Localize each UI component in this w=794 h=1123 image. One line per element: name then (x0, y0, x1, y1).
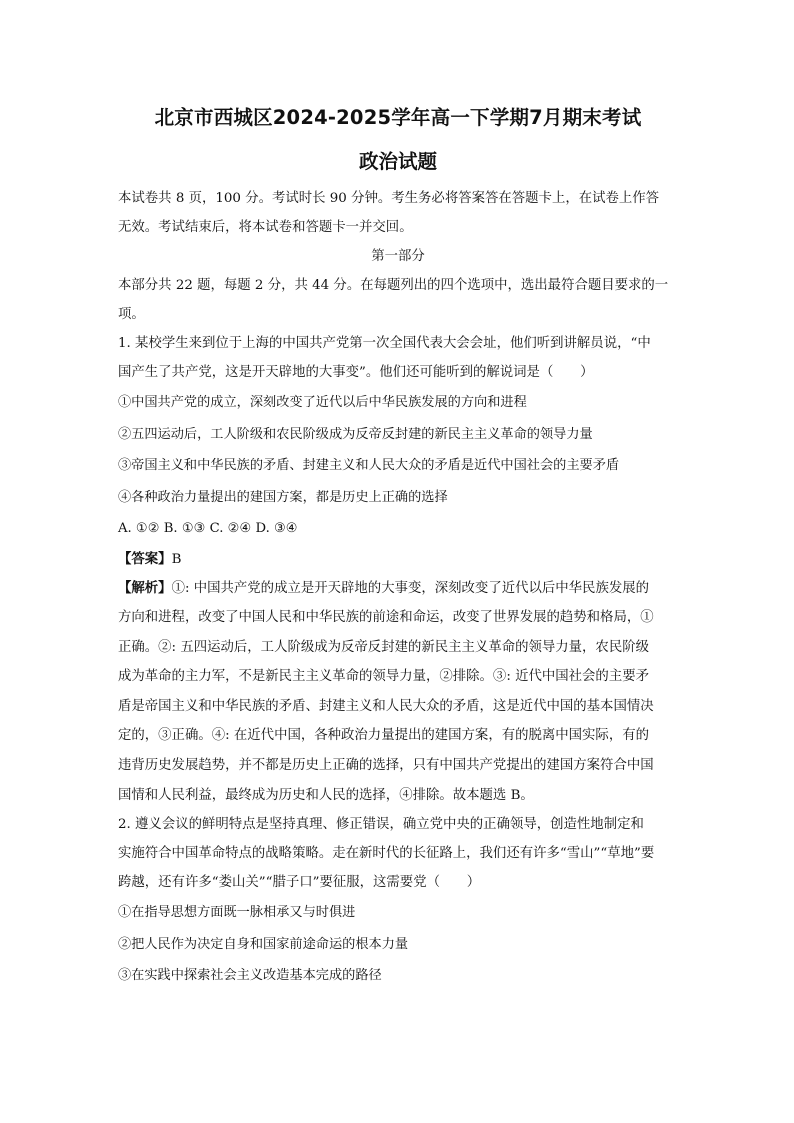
analysis-line: 国情和人民利益，最终成为历史和人民的选择，④排除。故本题选 B。 (118, 787, 534, 803)
q2-item: ③在实践中探索社会主义改造基本完成的路径 (118, 968, 382, 984)
q2-item: ①在指导思想方面既一脉相承又与时俱进 (118, 905, 356, 921)
analysis-line: 盾是帝国主义和中华民族的矛盾、封建主义和人民大众的矛盾，这是近代中国的基本国情决 (118, 698, 654, 714)
analysis-line: 成为革命的主力军，不是新民主主义革命的领导力量，②排除。③: 近代中国社会的主要矛 (118, 669, 649, 685)
q1-stem-line-2: 国产生了共产党，这是开天辟地的大事变”。他们还可能听到的解说词是（ ） (118, 365, 594, 380)
q2-stem-line-2: 实施符合中国革命特点的战略策略。走在新时代的长征路上，我们还有许多“雪山”“草地”要 (118, 846, 655, 862)
analysis-line: 定的，③正确。④: 在近代中国，各种政治力量提出的建国方案，有的脱离中国实际，有的 (118, 728, 649, 744)
q2-stem-line-3: 跨越，还有许多“娄山关”“腊子口”要征服，这需要党（ ） (118, 875, 481, 891)
answer-label: 【答案】 (118, 550, 172, 567)
exam-title: 北京市西城区2024-2025学年高一下学期7月期末考试 (154, 106, 642, 129)
part-desc-line-1: 本部分共 22 题，每题 2 分，共 44 分。在每题列出的四个选项中，选出最符合题目要求的一 (118, 278, 669, 293)
q1-analysis (118, 574, 678, 811)
analysis-line: 违背历史发展趋势，并不都是历史上正确的选择，只有中国共产党提出的建国方案符合中国 (118, 758, 654, 774)
q1-answer (118, 545, 678, 574)
analysis-line: 正确。②: 五四运动后，工人阶级成为反帝反封建的新民主主义革命的领导力量，农民阶级 (118, 639, 649, 655)
q1-choices: A. ①② B. ①③ C. ②④ D. ③④ (118, 521, 298, 536)
q1-item: ④各种政治力量提出的建国方案，都是历史上正确的选择 (118, 489, 448, 505)
exam-subtitle: 政治试题 (358, 150, 437, 173)
q2-stem-line-1: 2. 遵义会议的鲜明特点是坚持真理、修正错误，确立党中央的正确领导，创造性地制定和 (118, 817, 644, 833)
q1-item: ②五四运动后，工人阶级和农民阶级成为反帝反封建的新民主主义革命的领导力量 (118, 426, 593, 442)
q1-item: ①中国共产党的成立，深刻改变了近代以后中华民族发展的方向和进程 (118, 395, 527, 410)
analysis-line: 方向和进程，改变了中国人民和中华民族的前途和命运，改变了世界发展的趋势和格局，① (118, 610, 654, 626)
question-1 (118, 329, 678, 810)
intro-line-1: 本试卷共 8 页，100 分。考试时长 90 分钟。考生务必将答案答在答题卡上，在试卷上作答 (118, 191, 660, 206)
question-2 (118, 810, 678, 992)
answer-value: B (171, 551, 182, 567)
intro-line-2: 无效。考试结束后，将本试卷和答题卡一并交回。 (118, 220, 413, 235)
analysis-line (118, 574, 678, 604)
part-desc-line-2: 项。 (118, 307, 145, 322)
document-page (118, 100, 678, 992)
q1-stem-line-1: 1. 某校学生来到位于上海的中国共产党第一次全国代表大会会址，他们听到讲解员说，“中 (118, 336, 651, 351)
q2-item: ②把人民作为决定自身和国家前途命运的根本力量 (118, 936, 409, 952)
part-heading: 第一部分 (371, 249, 425, 264)
analysis-text: ①: 中国共产党的成立是开天辟地的大事变，深刻改变了近代以后中华民族发展的 (171, 580, 649, 596)
q1-item: ③帝国主义和中华民族的矛盾、封建主义和人民大众的矛盾是近代中国社会的主要矛盾 (118, 458, 620, 473)
analysis-label: 【解析】 (118, 579, 172, 596)
